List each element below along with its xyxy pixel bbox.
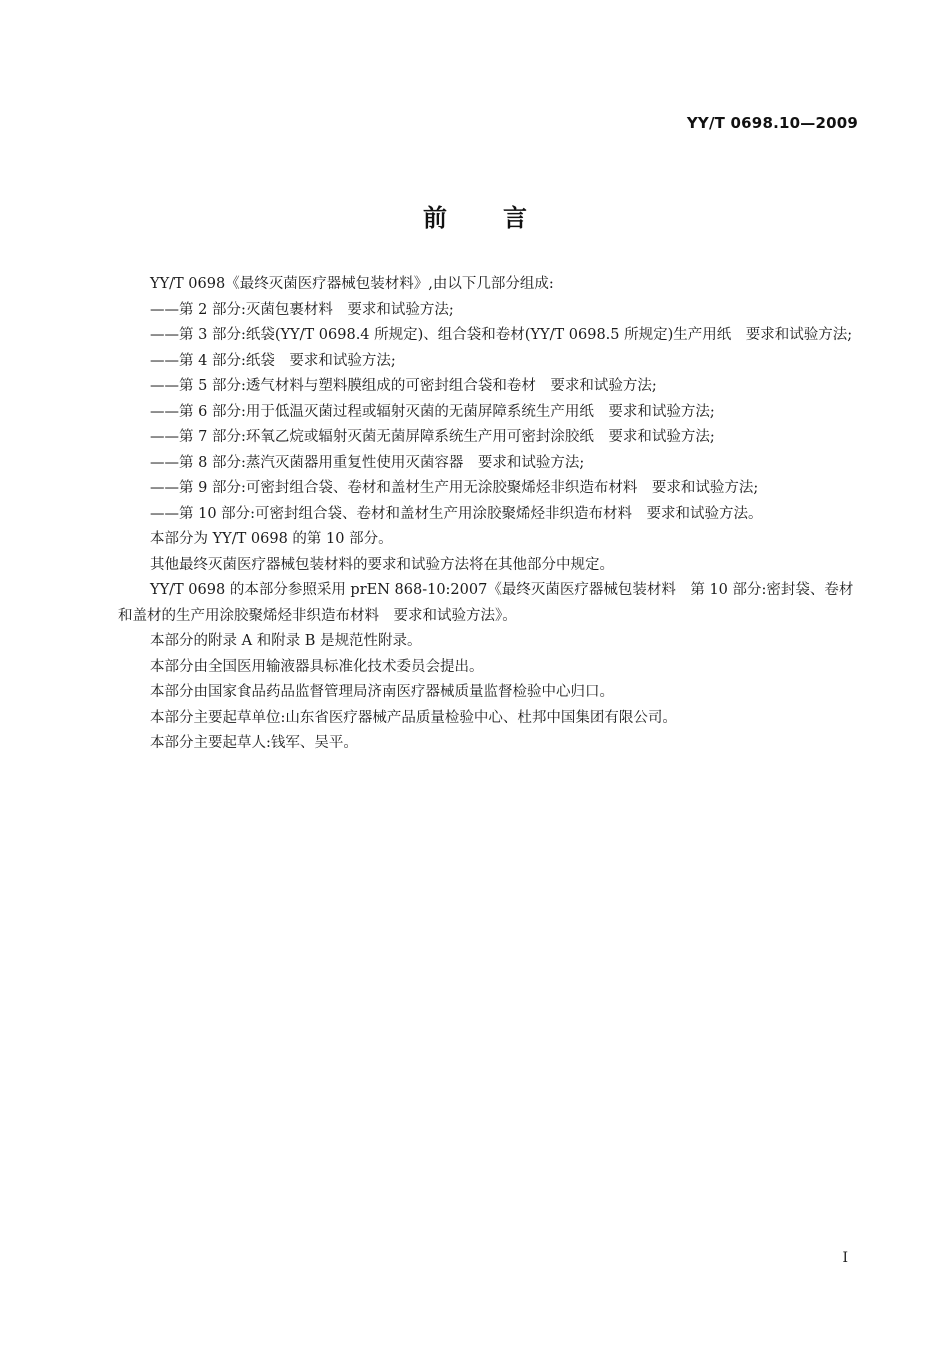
reference-paragraph: YY/T 0698 的本部分参照采用 prEN 868-10:2007《最终灭菌医疗器械包装材料 第 10 部分:密封袋、卷材和盖材的生产用涂胶聚烯烃非织造布材料 要求和试验方法》。	[118, 582, 854, 624]
annex-paragraph: 本部分的附录 A 和附录 B 是规范性附录。	[150, 633, 422, 649]
dash-marker: ——	[150, 327, 179, 343]
list-item	[118, 451, 862, 477]
list-item	[118, 425, 862, 451]
dash-marker: ——	[150, 505, 179, 522]
list-item	[118, 476, 862, 502]
dash-marker: ——	[150, 378, 179, 394]
list-item	[118, 400, 862, 426]
dash-marker: ——	[150, 429, 179, 445]
proposed-by-paragraph: 本部分由全国医用输液器具标准化技术委员会提出。	[150, 658, 484, 675]
drafting-units-paragraph: 本部分主要起草单位:山东省医疗器械产品质量检验中心、杜邦中国集团有限公司。	[150, 709, 677, 726]
part-text: 第 9 部分:可密封组合袋、卷材和盖材生产用无涂胶聚烯烃非织造布材料 要求和试验方法;	[179, 480, 759, 496]
dash-marker: ——	[150, 454, 179, 471]
part-text: 第 7 部分:环氧乙烷或辐射灭菌无菌屏障系统生产用可密封涂胶纸 要求和试验方法;	[179, 429, 715, 445]
page-title: 前言	[423, 204, 583, 232]
standard-code: YY/T 0698.10—2009	[686, 114, 858, 132]
list-item	[118, 349, 862, 375]
drafters-paragraph: 本部分主要起草人:钱军、吴平。	[150, 735, 358, 751]
part-text: 第 10 部分:可密封组合袋、卷材和盖材生产用涂胶聚烯烃非织造布材料 要求和试验方法。	[179, 505, 763, 522]
dash-marker: ——	[150, 301, 179, 318]
part-text: 第 5 部分:透气材料与塑料膜组成的可密封组合袋和卷材 要求和试验方法;	[179, 378, 657, 394]
centralized-by-paragraph: 本部分由国家食品药品监督管理局济南医疗器械质量监督检验中心归口。	[150, 684, 614, 700]
foreword-body	[118, 272, 862, 757]
page-number: I	[842, 1250, 848, 1266]
part-text: 第 2 部分:灭菌包裹材料 要求和试验方法;	[179, 301, 454, 318]
dash-marker: ——	[150, 352, 179, 369]
part-text: 第 6 部分:用于低温灭菌过程或辐射灭菌的无菌屏障系统生产用纸 要求和试验方法;	[179, 403, 715, 420]
part-text: 第 3 部分:纸袋(YY/T 0698.4 所规定)、组合袋和卷材(YY/T 0698.5 所规定)生产用纸 要求和试验方法;	[179, 327, 853, 343]
part-text: 第 4 部分:纸袋 要求和试验方法;	[179, 352, 396, 369]
part-text: 第 8 部分:蒸汽灭菌器用重复性使用灭菌容器 要求和试验方法;	[179, 454, 585, 471]
intro-paragraph: YY/T 0698《最终灭菌医疗器械包装材料》,由以下几部分组成:	[150, 276, 554, 292]
list-item	[118, 502, 862, 528]
list-item	[118, 298, 862, 324]
other-parts-paragraph: 其他最终灭菌医疗器械包装材料的要求和试验方法将在其他部分中规定。	[150, 556, 614, 573]
this-part-paragraph: 本部分为 YY/T 0698 的第 10 部分。	[150, 531, 393, 547]
dash-marker: ——	[150, 403, 179, 420]
dash-marker: ——	[150, 480, 179, 496]
list-item	[118, 323, 862, 349]
list-item	[118, 374, 862, 400]
